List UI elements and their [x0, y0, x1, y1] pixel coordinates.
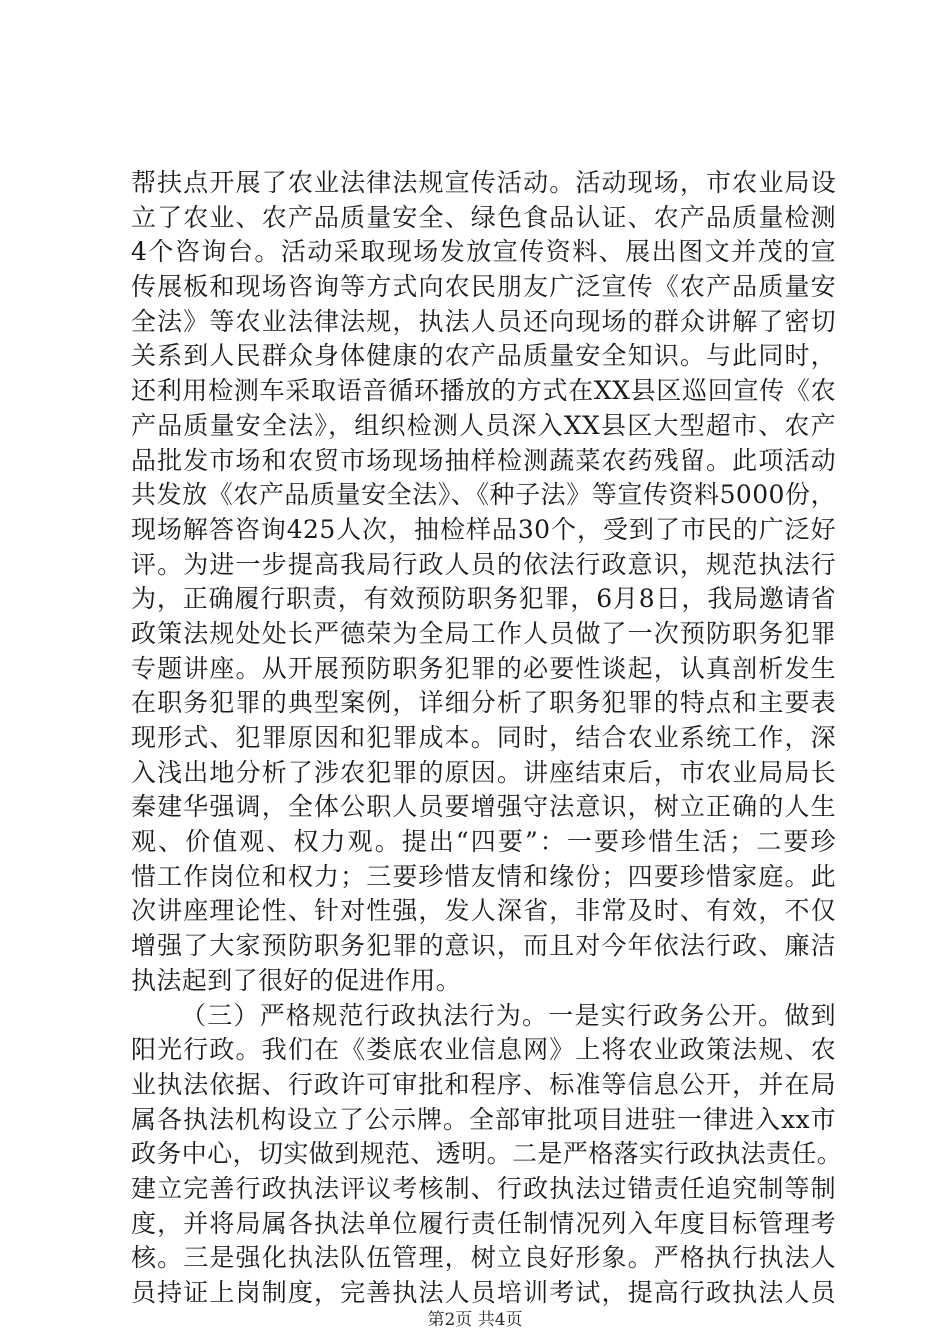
text-line: 业执法依据、行政许可审批和程序、标准等信息公开，并在局	[131, 1069, 836, 1099]
text-line: 现形式、犯罪原因和犯罪成本。同时，结合农业系统工作，深	[131, 723, 836, 752]
text-line: 员持证上岗制度，完善执法人员培训考试，提高行政执法人员	[131, 1278, 836, 1307]
text-line: 品批发市场和农贸市场现场抽样检测蔬菜农药残留。此项活动	[131, 445, 836, 475]
text-line: 次讲座理论性、针对性强，发人深省，非常及时、有效，不仅	[131, 896, 836, 926]
text-line: 观、价值观、权力观。提出“四要”：一要珍惜生活；二要珍	[131, 827, 836, 857]
text-line: 为，正确履行职责，有效预防职务犯罪，6月8日，我局邀请省	[131, 584, 836, 614]
text-line: 属各执法机构设立了公示牌。全部审批项目进驻一律进入xx市	[131, 1104, 836, 1134]
text-line: 产品质量安全法》，组织检测人员深入XX县区大型超市、农产	[131, 410, 836, 440]
text-line: 全法》等农业法律法规，执法人员还向现场的群众讲解了密切	[131, 306, 836, 336]
text-line: 评。为进一步提高我局行政人员的依法行政意识，规范执法行	[131, 549, 836, 579]
page-number-footer: 第2页 共4页	[427, 1310, 523, 1330]
text-line: 政务中心，切实做到规范、透明。二是严格落实行政执法责任。	[131, 1139, 843, 1169]
text-line: 立了农业、农产品质量安全、绿色食品认证、农产品质量检测	[131, 202, 836, 232]
text-line: 关系到人民群众身体健康的农产品质量安全知识。与此同时，	[131, 341, 836, 371]
text-line: 在职务犯罪的典型案例，详细分析了职务犯罪的特点和主要表	[131, 688, 836, 718]
text-line: 秦建华强调，全体公职人员要增强守法意识，树立正确的人生	[131, 792, 836, 822]
text-line: 传展板和现场咨询等方式向农民朋友广泛宣传《农产品质量安	[131, 272, 836, 302]
text-line: 共发放《农产品质量安全法》、《种子法》等宣传资料5000份，	[131, 480, 836, 510]
text-line: 还利用检测车采取语音循环播放的方式在XX县区巡回宣传《农	[131, 376, 836, 406]
text-line: 专题讲座。从开展预防职务犯罪的必要性谈起，认真剖析发生	[131, 653, 836, 683]
text-line: 入浅出地分析了涉农犯罪的原因。讲座结束后，市农业局局长	[131, 757, 836, 787]
text-line: 4个咨询台。活动采取现场发放宣传资料、展出图文并茂的宣	[131, 237, 836, 267]
document-body	[131, 166, 843, 1311]
text-line: 核。三是强化执法队伍管理，树立良好形象。严格执行执法人	[131, 1243, 836, 1273]
text-line: 阳光行政。我们在《娄底农业信息网》上将农业政策法规、农	[131, 1035, 836, 1065]
text-line: 惜工作岗位和权力；三要珍惜友情和缘份；四要珍惜家庭。此	[131, 861, 836, 891]
text-line: 执法起到了很好的促进作用。	[131, 965, 462, 995]
text-line: 增强了大家预防职务犯罪的意识，而且对今年依法行政、廉洁	[131, 931, 836, 961]
text-line: 政策法规处处长严德荣为全局工作人员做了一次预防职务犯罪	[131, 618, 836, 648]
text-line: 帮扶点开展了农业法律法规宣传活动。活动现场，市农业局设	[131, 168, 836, 197]
section-heading-line: （三）严格规范行政执法行为。一是实行政务公开。做到	[181, 1000, 836, 1030]
text-line: 现场解答咨询425人次，抽检样品30个，受到了市民的广泛好	[131, 514, 836, 544]
text-line: 度，并将局属各执法单位履行责任制情况列入年度目标管理考	[131, 1208, 836, 1238]
text-line: 建立完善行政执法评议考核制、行政执法过错责任追究制等制	[131, 1173, 836, 1203]
